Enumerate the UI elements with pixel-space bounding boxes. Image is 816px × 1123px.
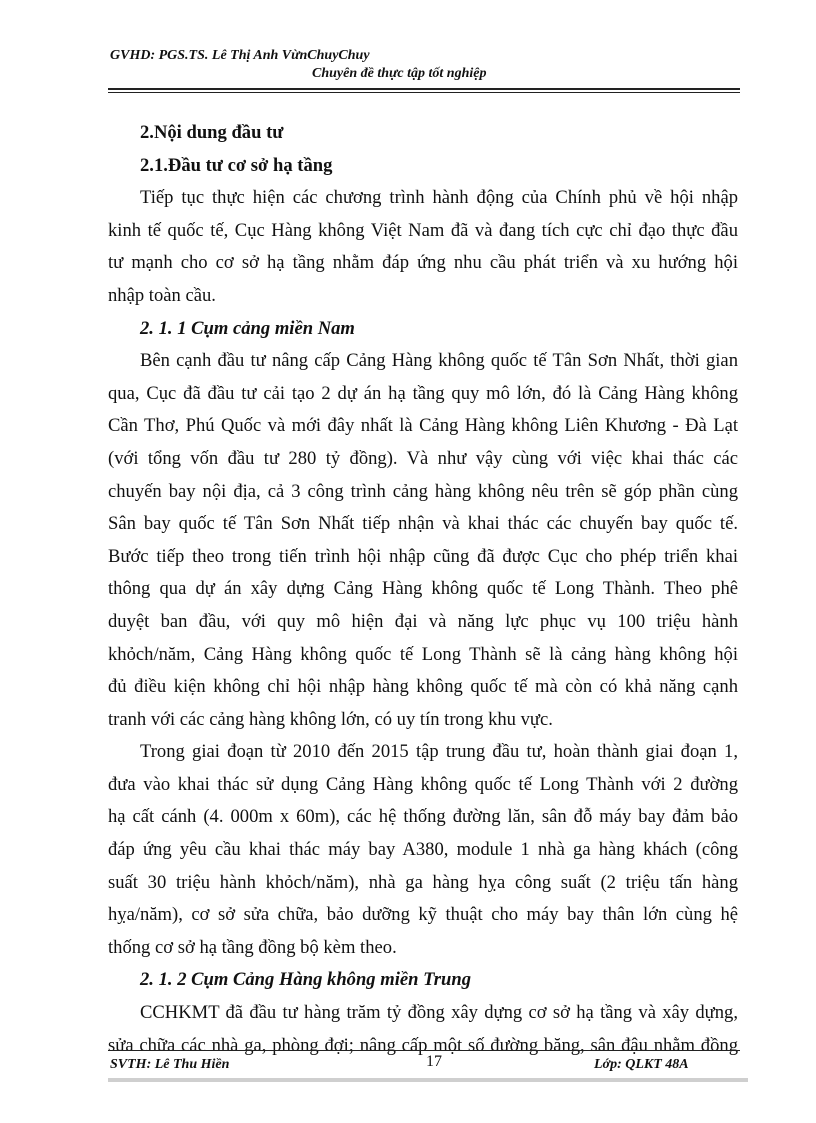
- heading-section-2-1: 2.1.Đầu tư cơ sở hạ tầng: [140, 154, 333, 176]
- paragraph-line: Sân bay quốc tế Tân Sơn Nhất tiếp nhận và khai thác các chuyến bay quốc tế.: [108, 513, 738, 535]
- page-body: [108, 117, 738, 1062]
- heading-section-2: 2.Nội dung đầu tư: [140, 122, 284, 143]
- paragraph-long-thanh: [108, 736, 738, 964]
- paragraph-line: Trong giai đoạn từ 2010 đến 2015 tập trung đầu tư, hoàn thành giai đoạn 1,: [140, 741, 738, 763]
- footer-class: Lớp: QLKT 48A: [594, 1057, 689, 1072]
- paragraph-line: hỵa/năm), cơ sở sửa chữa, bảo dưỡng kỹ thuật cho máy bay thân lớn cùng hệ: [108, 904, 738, 926]
- paragraph-line: khỏch/năm, Cảng Hàng không quốc tế Long Thành sẽ là cảng hàng không hội: [108, 643, 738, 665]
- paragraph-line: kinh tế quốc tế, Cục Hàng không Việt Nam đã và đang tích cực chỉ đạo thực đầu: [108, 219, 738, 241]
- paragraph-intro: [108, 182, 738, 312]
- paragraph-line: suất 30 triệu hành khỏch/năm), nhà ga hàng hỵa công suất (2 triệu tấn hàng: [108, 871, 738, 893]
- paragraph-line: đáp ứng yêu cầu khai thác máy bay A380, module 1 nhà ga hàng khách (công: [108, 839, 738, 861]
- paragraph-line: qua, Cục đã đầu tư cải tạo 2 dự án hạ tầng quy mô lớn, đó là Cảng Hàng không: [108, 382, 738, 404]
- paragraph-line: hạ cất cánh (4. 000m x 60m), các hệ thống đường lăn, sân đỗ máy bay đảm bảo: [108, 806, 738, 828]
- paragraph-line: duyệt ban đầu, với quy mô hiện đại và năng lực phục vụ 100 triệu hành: [108, 610, 738, 632]
- paragraph-line: đủ điều kiện không chỉ hội nhập hàng không quốc tế mà còn có khả năng cạnh: [108, 676, 738, 698]
- paragraph-line: (với tổng vốn đầu tư 280 tỷ đồng). Và như vậy cùng với việc khai thác các: [108, 447, 738, 469]
- paragraph-line: Tiếp tục thực hiện các chương trình hành động của Chính phủ về hội nhập: [140, 187, 738, 209]
- footer-shadow-bar: [108, 1078, 748, 1082]
- heading-section-2-1-2: 2. 1. 2 Cụm Cảng Hàng không miền Trung: [140, 969, 471, 991]
- header-rule-thin: [108, 92, 740, 93]
- paragraph-line: thông qua dự án xây dựng Cảng Hàng không quốc tế Long Thành. Theo phê: [108, 578, 738, 600]
- paragraph-line: tranh với các cảng hàng không lớn, có uy tín trong khu vực.: [108, 708, 553, 730]
- paragraph-line: Bước tiếp theo trong tiến trình hội nhập cũng đã được Cục cho phép triển khai: [108, 545, 738, 567]
- footer-rule: [108, 1050, 740, 1051]
- paragraph-line: Bên cạnh đầu tư nâng cấp Cảng Hàng không quốc tế Tân Sơn Nhất, thời gian: [140, 350, 738, 372]
- paragraph-line: đưa vào khai thác sử dụng Cảng Hàng không quốc tế Long Thành với 2 đường: [108, 773, 738, 795]
- paragraph-southern-cluster: [108, 345, 738, 736]
- header-rule: [108, 88, 740, 90]
- header-report-title: Chuyên đề thực tập tốt nghiệp: [312, 66, 487, 81]
- paragraph-line: nhập toàn cầu.: [108, 284, 216, 306]
- paragraph-line: thống cơ sở hạ tầng đồng bộ kèm theo.: [108, 936, 397, 958]
- page-footer: [108, 1053, 740, 1077]
- paragraph-line: sửa chữa các nhà ga, phòng đợi; nâng cấp một số đường băng, sân đậu nhằm đồng: [108, 1034, 738, 1056]
- heading-section-2-1-1: 2. 1. 1 Cụm cảng miền Nam: [140, 317, 355, 339]
- paragraph-line: Cần Thơ, Phú Quốc và mới đây nhất là Cảng Hàng không Liên Khương - Đà Lạt: [108, 415, 738, 437]
- header-supervisor: GVHD: PGS.TS. Lê Thị Anh VừnChuyChuy: [110, 48, 370, 63]
- page-number: 17: [426, 1053, 442, 1070]
- paragraph-line: CCHKMT đã đầu tư hàng trăm tỷ đồng xây dựng cơ sở hạ tầng và xây dựng,: [140, 1002, 738, 1024]
- paragraph-line: chuyến bay nội địa, cả 3 công trình cảng hàng không nêu trên sẽ góp phần cùng: [108, 480, 738, 502]
- paragraph-line: tư mạnh cho cơ sở hạ tầng nhằm đáp ứng nhu cầu phát triển và xu hướng hội: [108, 252, 738, 274]
- page-header: [108, 48, 738, 88]
- footer-student: SVTH: Lê Thu Hiền: [110, 1057, 230, 1072]
